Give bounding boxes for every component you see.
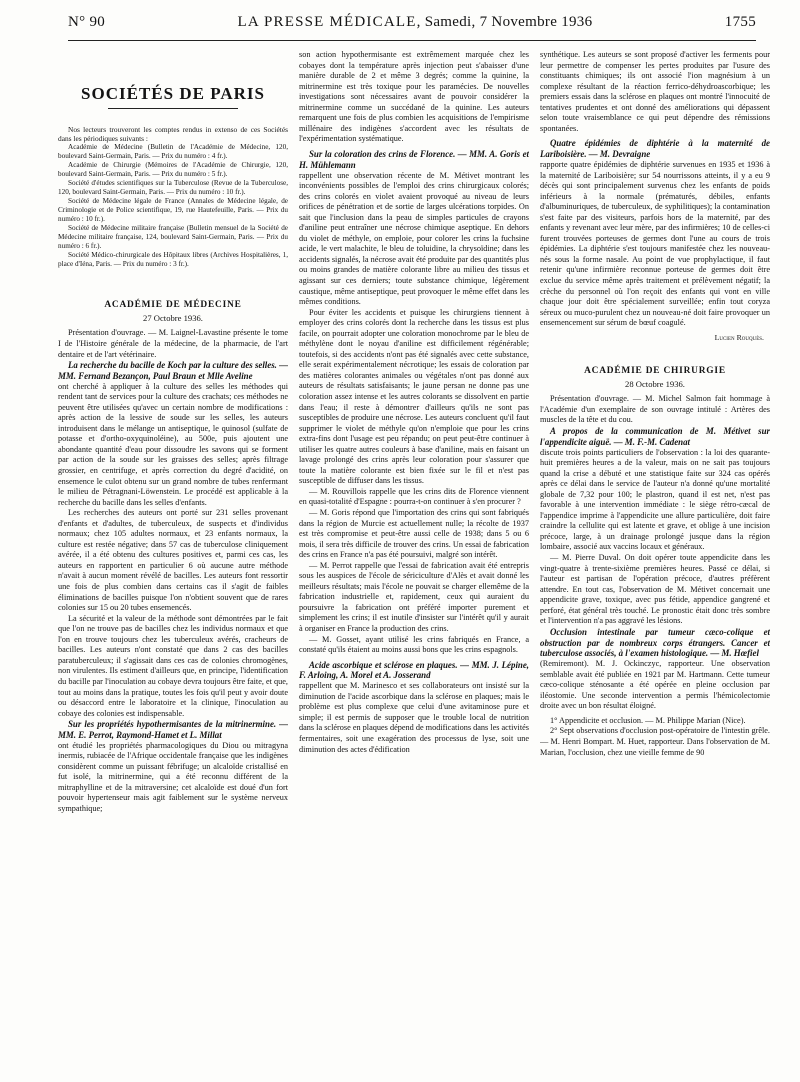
article-paragraph: (Remiremont). M. J. Ockinczyc, rapporteur. Une observation semblable avait été publiée en 1921 par M. Hartmann. Cette tumeur cæco-colique sténosante a été opérée en pleine occlusion par iléostomie. Une seconde intervention a permis l'hémicolectomie droite avec un bon résultat éloigné. [540, 659, 770, 711]
article-heading: Sur les propriétés hypothermisantes de la mitrinermine. — MM. E. Perrot, Raymond-Hamet et L. Millat [58, 719, 288, 740]
article-paragraph: 1° Appendicite et occlusion. — M. Philippe Marian (Nice). [550, 715, 746, 725]
discussion-paragraph: — M. Goris répond que l'importation des crins qui sont fabriqués dans la région de Murcie est actuellement nulle; la récolte de 1937 est très compromise et peut-être aussi celle de 1938; dans 5 ou 6 mois, il sera très difficile de trouver des crins. Un essai de fabrication des crins en France n'a pas été poursuivi, malgré son intérêt. [299, 508, 529, 560]
discussion-paragraph: — M. Perrot rappelle que l'essai de fabrication avait été entrepris sous les auspices de l'école de sériciculture d'Alès et avait donné les meilleurs résultats; mais l'école ne pouvait se charger ellemême de la fabrication industrielle et, rapidement, ceux qui auraient du poursuivre la fabrication ont préféré importer purement et simplement les crins; il est inutile d'insister sur l'intérêt qu'il y aurait à organiser en France la production des crins. [299, 560, 529, 634]
article-heading: La recherche du bacille de Koch par la culture des selles. — MM. Fernand Bezançon, Paul Braun et Mlle Aveline [58, 360, 288, 381]
column-2 [299, 50, 529, 1070]
section-heading: ACADÉMIE DE MÉDECINE [104, 300, 242, 311]
article-paragraph: discute trois points particuliers de l'observation : la loi des quarante-huit premières heures a de la valeur, mais on ne sait pas toujours quand la crise a débuté et une statistique faite sur 324 cas opérés après ce délai dans le service de l'auteur n'a donné qu'une mortalité globale de 7,32 pour 100; le plastron, quand il est net, n'est pas favorable à une intervention immédiate : le siège rétro-cæcal de l'appendice imprime à l'appendicite une allure particulière, doit faire craindre la cellulite qui est latente et grave, et oblige à une incision précoce, large, à un drainage prolongé jusque dans la région lombaire, associé aux vaccins locaux et généraux. [540, 447, 770, 552]
running-head [68, 14, 756, 41]
issue-number: N° 90 [68, 14, 106, 30]
article-heading: Sur la coloration des crins de Florence. — MM. A. Goris et H. Mühlemann [299, 148, 529, 170]
article-heading: Quatre épidémies de diphtérie à la maternité de Lariboisière. — M. Devraigne [540, 138, 770, 160]
society-entry: Société de Médecine légale de France (Annales de Médecine légale, de Criminologie et de Police scientifique, 19, rue Hautefeuille, Paris. — Prix du numéro : 10 fr.). [58, 197, 288, 224]
article-paragraph: La sécurité et la valeur de la méthode sont démontrées par le fait que l'on ne trouve pas de bacilles chez les individus normaux et que l'on en trouve toujours chez les tuberculeux avérés, cracheurs de bacilles. Les auteurs n'ont constaté que dans 2 cas des bacilles paratuberculeux; il s'agissait dans ces cas de colonies chromogènes, non virulentes. Ils estiment d'ailleurs que, en principe, l'identification du bacille par l'inoculation au cobaye devra toujours être faite, et que, tout au moins dans la pratique, toutes les fois qu'il peut y avoir doute ou désaccord entre le laboratoire et la clinique, l'inoculation au cobaye des colonies est indispensable. [58, 613, 288, 718]
discussion-paragraph: — M. Pierre Duval. On doit opérer toute appendicite dans les vingt-quatre à trente-sixième premières heures. Passé ce délai, si l'auteur est partisan de l'opération précoce, d'autres préfèrent attendre. En tout cas, l'observation de M. Métivet concernait une appendicite grave, toxique, avec pus fétide, appendice gangrené et perforé, état général très touché. Le pronostic était donc très sombre et l'intervention n'a pas aggravé les lésions. [540, 552, 770, 626]
text-columns [58, 50, 770, 1070]
page-title: SOCIÉTÉS DE PARIS [81, 84, 265, 103]
article-heading: Acide ascorbique et sclérose en plaques. — MM. J. Lépine, F. Arloing, A. Morel et A. Josserand [299, 659, 529, 681]
column-1 [58, 50, 288, 1070]
article-paragraph: son action hypothermisante est extrêmement marquée chez les cobayes dont la température après injection peut s'abaisser d'une manière durable de 2 et même 3 degrés; comme la quinine, la mitrinermine est très toxique pour les paramécies. De nouvelles investigations sont nécessaires avant de pouvoir considérer la mitrinermine comme un succédané de la quinine. Les auteurs remarquent une fois de plus combien les acquisitions de l'empirisme millénaire des indigènes s'accordent avec les résultats de l'expérimentation systématique. [299, 50, 529, 144]
journal-name: LA PRESSE MÉDICALE [237, 14, 417, 30]
society-entry: Académie de Médecine (Bulletin de l'Académie de Médecine, 120, boulevard Saint-Germain, Paris. — Prix du numéro : 4 fr.). [58, 143, 288, 161]
author-signature: Lucien Rouquès. [714, 332, 764, 342]
column-3 [540, 50, 770, 1070]
society-entry: Société Médico-chirurgicale des Hôpitaux libres (Archives Hospitalières, 1, place d'Iéna, Paris. — Prix du numéro : 3 fr.). [58, 251, 288, 269]
session-date: 28 Octobre 1936. [625, 379, 685, 390]
article-paragraph: Présentation d'ouvrage. — M. Laignel-Lavastine présente le tome I de l'Histoire générale de la médecine, de la pharmacie, de l'art dentaire et de l'art vétérinaire. [58, 328, 288, 359]
article-paragraph: ont cherché à appliquer à la culture des selles les méthodes qui rendent tant de services pour la culture des crachats; ces méthodes ne peuvent être utilisées qu'avec un certain nombre de modifications : après action de la lessive de soude sur les selles, les auteurs introduisent dans le mélange un antiseptique, le quinosol (sulfate de potasse et d'ortho-oxyquinoléine), au 500e, puis ajoutent une abondante quantité d'eau pour dissoudre les savons qui se forment par action de la soude sur les graisses des selles; après filtrage grossier, en centrifuge, et après correction du degré d'acidité, on ensemence le culot obtenu sur un grand nombre de tubes renfermant le milieu de Pétragnani-Löwenstein. Le procédé est applicable à la recherche du bacille dans les selles d'enfants. [58, 381, 288, 507]
session-date: 27 Octobre 1936. [143, 313, 203, 324]
article-paragraph: Pour éviter les accidents et puisque les chirurgiens tiennent à employer des crins colorés dont la recherche dans les tissus est plus facile, on pourrait adopter une coloration monochrome par le bleu de méthylène dont le noyau d'aniline est difficilement régénérable; toutefois, si des accidents n'ont pas été signalés avec cette substance, elle serait expérimentalement nécrotique; les essais de coloration par des matières colorantes animales ou végétales n'ont pas donné aux auteurs de résultats satisfaisants; le jaune persan ne donne pas une coloration assez intense et les autres colorants se dissolvent en partie dans l'eau; il reste à démontrer d'ailleurs qu'ils ne sont pas susceptibles de produire une nécrose. Les auteurs concluent qu'il faut supprimer le violet de méthyle qu'on n'emploie que pour les crins extra-fins dont l'usage est peu répandu; on peut peut-être continuer à utiliser les quatre autres couleurs à base d'aniline, mais en faisant un lavage prolongé des crins après leur coloration pour s'assurer que toute la matière colorante est bien fixée sur le fil et n'est pas susceptible de diffuser dans les tissus. [299, 307, 529, 486]
article-paragraph: rappellent que M. Marinesco et ses collaborateurs ont insisté sur la diminution de l'acide ascorbique dans la sclérose en plaques; mais le problème est plus complexe que celui d'une avitaminose pure et simple; il est permis de supposer que le trouble local de nutrition dans la sclérose en plaques dépend de modifications dans les activités fermentaires, soit une exagération des processus de lyse, soit une diminution des actes d'édification [299, 681, 529, 754]
masthead [105, 14, 725, 31]
article-paragraph: Présentation d'ouvrage. — M. Michel Salmon fait hommage à l'Académie d'un exemplaire de son ouvrage intitulé : Artères des muscles de la tête et du cou. [540, 394, 770, 425]
issue-date: , Samedi, 7 Novembre 1936 [416, 14, 593, 30]
article-paragraph: ont étudié les propriétés pharmacologiques du Diou ou mitragyna inermis, rubiacée de l'Afrique occidentale française que les indigènes considèrent comme un puissant fébrifuge; un alcaloïde cristallisé en fut isolé, la mitrinermine, qui a été reconnu différent de la mitraphylline et de la mitraversine; cet alcaloïde est doué d'un fort pouvoir hypertenseur mais agit faiblement sur le système nerveux sympathique; [58, 740, 288, 814]
article-paragraph: Les recherches des auteurs ont porté sur 231 selles provenant d'enfants et d'adultes, de tuberculeux, de suspects et d'individus normaux; chez 105 adultes normaux, et 23 enfants normaux, la culture est restée négative; dans 57 cas de tuberculose cliniquement avérée, il a été obtenu des cultures positives et, parmi ces cas, les auteurs en rapportent en particulier 6 où aucune autre méthode n'avait à aucun moment révélé de bacilles. Les auteurs font ressortir une fois de plus combien dans certains cas il s'agit de faibles éliminations de bacilles puisque l'on n'obtient souvent que de rares colonies sur 15 ou 20 tubes ensemencés. [58, 508, 288, 613]
intro-paragraph: Nos lecteurs trouveront les comptes rendus in extenso de ces Sociétés dans les périodiques suivants : [58, 125, 288, 144]
article-paragraph: rapporte quatre épidémies de diphtérie survenues en 1935 et 1936 à la maternité de Lariboisière; sur 54 nourrissons atteints, il y a eu 9 décès qui sont principalement survenus chez les enfants de poids inférieurs à la normale (prématurés, débiles, enfants d'albuminuriques, de tuberculeux, de syphilitiques); la contamination s'est faite par des visiteurs, parfois hors de la maternité, par des enfants y revenant avec leur mère, par des infirmières; 10 de celles-ci furent trouvées porteuses de germes dont l'une au cours de trois épidémies. La diphtérie s'est toujours manifestée chez les nouveau-nés sous la forme nasale. Au point de vue prophylactique, il faut retenir qu'une infirmière reconnue porteuse de germes doit être exclue du service même après traitement et prélèvement négatif; la crèche du personnel où l'on reçoit des enfants qui vont en ville chaque jour doit être spécialement surveillée; enfin tout coryza séreux ou muco-purulent chez un nouveau-né doit faire provoquer un ensemencement sur sérum de bœuf coagulé. [540, 159, 770, 328]
article-heading: Occlusion intestinale par tumeur cæco-colique et obstruction par de nombreux corps étrangers. Cancer et tuberculose associés, à l'examen histologique. — M. Hœfiel [540, 626, 770, 659]
society-entry: Société d'études scientifiques sur la Tuberculose (Revue de la Tuberculose, 120, boulevard Saint-Germain, Paris. — Prix du numéro : 10 fr.). [58, 179, 288, 197]
title-rule [108, 108, 238, 109]
section-heading: ACADÉMIE DE CHIRURGIE [584, 366, 726, 377]
society-entry: Société de Médecine militaire française (Bulletin mensuel de la Société de Médecine militaire française, 124, boulevard Saint-Germain, Paris. — Prix du numéro : 6 fr.). [58, 224, 288, 251]
article-paragraph: synthétique. Les auteurs se sont proposé d'activer les ferments pour leur permettre de compenser les pertes produites par l'usure des constituants chimiques; ils ont associé l'ion magnésium à un complexe résultant de la réaction ferrico-déhydroascorbique; les premiers essais dans la sclérose en plaques ont montré l'innocuité de tentatives prudentes et ont donné des améliorations qui dépassent selon toute vraisemblance ce qui peut dépendre des rémissions spontanées. [540, 50, 770, 133]
article-heading: A propos de la communication de M. Métivet sur l'appendicite aiguë. — M. F.-M. Cadenat [540, 425, 770, 447]
article-paragraph: rappellent une observation récente de M. Métivet montrant les inconvénients possibles de l'emploi des crins chirurgicaux colorés; des crins colorés en violet avaient provoqué au niveau de leurs orifices de pénétration et de sortie de larges ulcérations torpides. On sait que l'inclusion dans la peau de simples particules de crayons d'aniline peut entraîner une nécrose chimique aseptique. En dehors du violet de méthyle, on emploie, pour colorer les crins la fuchsine acide, le vert malachite, le bleu de toluidine, la chrysoïdine; dans les accidents signalés, la nécrose avait été produite par des quantités plus ou moins grandes de matière colorante libre au milieu des tissus et agissant sur ces derniers; toute substance chimique, légèrement caustique, même antiseptique, peut provoquer le même effet dans les mêmes conditions. [299, 170, 529, 307]
page-number: 1755 [724, 14, 756, 30]
discussion-paragraph: — M. Gosset, ayant utilisé les crins fabriqués en France, a constaté qu'ils étaient au moins aussi bons que les crins espagnols. [299, 634, 529, 655]
society-entry: Académie de Chirurgie (Mémoires de l'Académie de Chirurgie, 120, boulevard Saint-Germain, Paris. — Prix du numéro : 5 fr.). [58, 161, 288, 179]
article-paragraph: 2° Sept observations d'occlusion post-opératoire de l'intestin grêle. — M. Henri Bompart. M. Huet, rapporteur. Dans l'observation de M. Marian, l'occlusion, chez une vieille femme de 90 [540, 726, 770, 757]
discussion-paragraph: — M. Rouvillois rappelle que les crins dits de Florence viennent en quasi-totalité d'Espagne : pourra-t-on continuer à s'en procurer ? [299, 486, 529, 507]
